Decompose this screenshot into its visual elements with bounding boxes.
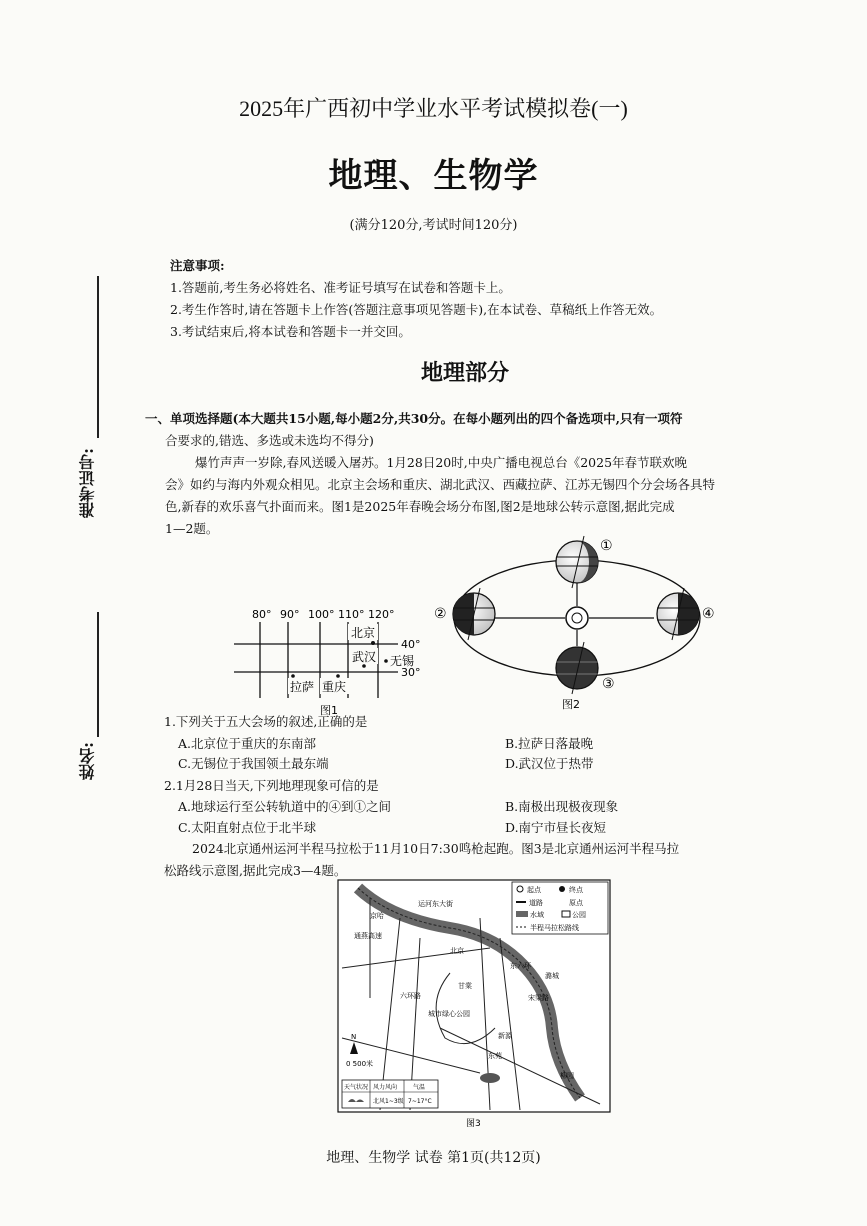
name-label: 姓名: bbox=[78, 742, 97, 780]
lon-label-90: 90° bbox=[280, 608, 300, 621]
label-green-park: 城市绿心公园 bbox=[428, 1010, 470, 1018]
q2-option-c[interactable]: C.太阳直射点位于北半球 bbox=[178, 820, 317, 835]
beijing-dot bbox=[371, 641, 375, 645]
legend-park: 公园 bbox=[572, 911, 586, 919]
legend-route: 半程马拉松路线 bbox=[530, 924, 579, 932]
part1-intro-line-2: 合要求的,错选、多选或未选均不得分) bbox=[165, 433, 374, 448]
weather-temp: 7~17°C bbox=[408, 1098, 432, 1105]
label-songliang-road: 宋梁路 bbox=[528, 994, 549, 1002]
label-yunhe-east: 运河东大街 bbox=[418, 900, 453, 908]
legend-finish: 终点 bbox=[569, 886, 583, 894]
chongqing-dot bbox=[336, 674, 340, 678]
position-4-label: ④ bbox=[702, 606, 715, 622]
q1-option-b[interactable]: B.拉萨日落最晚 bbox=[505, 736, 594, 751]
weather-head-temp: 气温 bbox=[413, 1084, 426, 1091]
figure-2-caption: 图2 bbox=[562, 698, 580, 711]
notice-heading: 注意事项: bbox=[170, 258, 225, 273]
position-1-label: ① bbox=[600, 538, 613, 554]
notice-item-1: 1.答题前,考生务必将姓名、准考证号填写在试卷和答题卡上。 bbox=[170, 280, 511, 295]
position-3-label: ③ bbox=[602, 676, 615, 692]
legend-start: 起点 bbox=[527, 886, 541, 894]
q1-option-d[interactable]: D.武汉位于热带 bbox=[505, 756, 594, 771]
q1-option-a[interactable]: A.北京位于重庆的东南部 bbox=[178, 736, 317, 751]
lon-label-110: 110° bbox=[338, 608, 365, 621]
city-lhasa: 拉萨 bbox=[290, 680, 315, 694]
question-2-stem: 2.1月28日当天,下列地理现象可信的是 bbox=[164, 778, 379, 793]
label-liuyuan: 柳园 bbox=[560, 1072, 574, 1080]
part1-intro-line-1: 一、单项选择题(本大题共15小题,每小题2分,共30分。在每小题列出的四个备选项中,只有一项符 bbox=[145, 411, 683, 426]
passage-1-line: 1—2题。 bbox=[165, 521, 219, 536]
exam-score-time: (满分120分,考试时间120分) bbox=[349, 218, 518, 233]
legend-origin: 原点 bbox=[569, 899, 583, 907]
weather-wind: 北风1~3级 bbox=[373, 1098, 404, 1105]
label-east-sixth-ring: 东六环 bbox=[510, 962, 531, 970]
figure-1-map bbox=[228, 606, 428, 718]
page-footer: 地理、生物学 试卷 第1页(共12页) bbox=[326, 1150, 541, 1166]
city-wuxi: 无锡 bbox=[390, 654, 415, 668]
label-jingha: 京哈 bbox=[370, 912, 384, 920]
label-lucheng: 潞城 bbox=[545, 972, 559, 980]
label-beijing: 北京 bbox=[450, 947, 464, 955]
svg-text:N: N bbox=[351, 1033, 357, 1041]
wuhan-dot bbox=[362, 664, 366, 668]
passage-1 bbox=[165, 452, 795, 540]
position-2-label: ② bbox=[434, 606, 447, 622]
weather-head-wind: 风力风向 bbox=[373, 1084, 398, 1091]
exam-subject: 地理、生物学 bbox=[328, 158, 539, 195]
figure-2-orbit bbox=[432, 530, 722, 712]
notice-block bbox=[170, 255, 662, 343]
exam-title: 2025年广西初中学业水平考试模拟卷(一) bbox=[239, 96, 628, 121]
q2-option-a[interactable]: A.地球运行至公转轨道中的④到①之间 bbox=[178, 799, 392, 814]
legend-water: 水域 bbox=[530, 911, 544, 919]
lat-label-30: 30° bbox=[401, 666, 421, 679]
wuxi-dot bbox=[384, 659, 388, 663]
sun-icon bbox=[566, 607, 588, 629]
lon-label-120: 120° bbox=[368, 608, 395, 621]
q2-option-d[interactable]: D.南宁市昼长夜短 bbox=[505, 820, 607, 835]
notice-item-3: 3.考试结束后,将本试卷和答题卡一并交回。 bbox=[170, 324, 411, 339]
label-xinyuan: 新源 bbox=[498, 1032, 512, 1040]
passage-1-line: 会》如约与海内外观众相见。北京主会场和重庆、湖北武汉、西藏拉萨、江苏无锡四个分会场各具特 bbox=[165, 477, 716, 492]
question-1-stem: 1.下列关于五大会场的叙述,正确的是 bbox=[164, 714, 368, 729]
lhasa-dot bbox=[291, 674, 295, 678]
legend-road: 道路 bbox=[529, 899, 543, 907]
lat-label-40: 40° bbox=[401, 638, 421, 651]
earth-position-4-icon bbox=[657, 588, 699, 640]
earth-position-1-icon bbox=[556, 536, 598, 588]
name-line[interactable] bbox=[97, 612, 99, 737]
legend-box bbox=[512, 882, 608, 934]
city-beijing: 北京 bbox=[351, 626, 376, 640]
id-number-label: 准考证号: bbox=[78, 448, 97, 518]
passage-2-line: 松路线示意图,据此完成3—4题。 bbox=[164, 863, 347, 878]
q2-option-b[interactable]: B.南极出现极夜现象 bbox=[505, 799, 619, 814]
figure-3-caption: 图3 bbox=[466, 1119, 481, 1129]
weather-table bbox=[342, 1080, 438, 1108]
lon-label-80: 80° bbox=[252, 608, 272, 621]
lon-label-100: 100° bbox=[308, 608, 335, 621]
figure-3-marathon-map bbox=[330, 878, 620, 1130]
earth-position-3-icon bbox=[556, 642, 598, 694]
section-title: 地理部分 bbox=[420, 360, 509, 385]
label-sixth-ring: 六环路 bbox=[400, 992, 421, 1000]
passage-2-line: 2024北京通州运河半程马拉松于11月10日7:30鸣枪起跑。图3是北京通州运河半程马拉 bbox=[192, 841, 680, 856]
q1-option-c[interactable]: C.无锡位于我国领土最东端 bbox=[178, 756, 329, 771]
part1-intro bbox=[145, 408, 805, 452]
scale-bar: 0 500米 bbox=[346, 1060, 374, 1068]
notice-item-2: 2.考生作答时,请在答题卡上作答(答题注意事项见答题卡),在本试卷、草稿纸上作答无效。 bbox=[170, 302, 663, 317]
passage-1-line: 爆竹声声一岁除,春风送暖入屠苏。1月28日20时,中央广播电视总台《2025年春节联欢晚 bbox=[195, 455, 688, 470]
label-gantang: 甘棠 bbox=[458, 982, 472, 990]
earth-position-2-icon bbox=[453, 588, 495, 640]
lake-water bbox=[480, 1073, 500, 1083]
passage-1-line: 色,新春的欢乐喜气扑面而来。图1是2025年春晚会场分布图,图2是地球公转示意图,据此完成 bbox=[165, 499, 675, 514]
label-dongyuan: 东苑 bbox=[488, 1052, 502, 1060]
label-tongyan: 通燕高速 bbox=[354, 932, 382, 940]
city-chongqing: 重庆 bbox=[322, 680, 347, 694]
passage-2 bbox=[164, 838, 804, 882]
city-wuhan: 武汉 bbox=[352, 650, 377, 664]
figure-1-caption: 图1 bbox=[320, 704, 338, 717]
weather-head-condition: 天气状况 bbox=[344, 1084, 369, 1091]
